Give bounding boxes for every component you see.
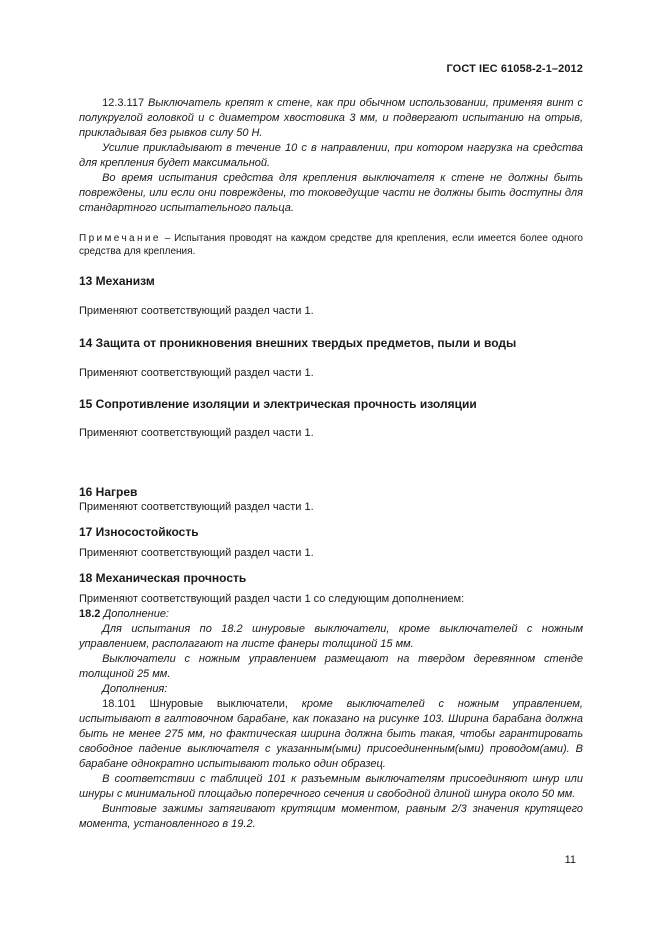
clause-18-2-number: 18.2	[79, 608, 101, 620]
additions-label: Дополнения:	[102, 683, 168, 695]
clause-18-2-addition: Дополнение:	[100, 608, 169, 620]
page-body	[79, 96, 583, 832]
clause-18-101-paragraph-2: В соответствии с таблицей 101 к разъемным выключателям присоединяют шнур или шнуры с минимальной площадью поперечного сечения и свободной длиной шнура около 50 мм.	[79, 773, 583, 800]
section-15-heading: 15 Сопротивление изоляции и электрическая прочность изоляции	[79, 397, 477, 411]
clause-18-101-lead: Шнуровые выключатели,	[135, 698, 288, 710]
section-17-heading: 17 Износостойкость	[79, 525, 199, 539]
clause-18-2-paragraph-1: Для испытания по 18.2 шнуровые выключатели, кроме выключателей с ножным управлением, располагают на листе фанеры толщиной 15 мм.	[79, 623, 583, 650]
clause-12-3-117-paragraph-1	[79, 96, 583, 141]
section-16-text: Применяют соответствующий раздел части 1.	[79, 501, 314, 513]
clause-18-2-paragraph-2: Выключатели с ножным управлением размещают на твердом деревянном стенде толщиной 25 мм.	[79, 653, 583, 680]
section-14-heading: 14 Защита от проникновения внешних твердых предметов, пыли и воды	[79, 336, 517, 350]
clause-number: 12.3.117	[102, 97, 145, 109]
clause-text: Выключатель крепят к стене, как при обычном использовании, применяя винт с полукруглой головкой и с диаметром хвостовика 3 мм, и подвергают испытанию на отрыв, прикладывая без рывков силу 50 Н.	[79, 97, 583, 139]
clause-18-2-label	[79, 607, 583, 622]
standard-header: ГОСТ IEC 61058-2-1–2012	[446, 63, 583, 75]
note-paragraph	[79, 232, 583, 258]
note-label: Примечание	[79, 233, 161, 244]
section-13-text: Применяют соответствующий раздел части 1.	[79, 305, 314, 317]
clause-12-3-117-paragraph-2: Усилие прикладывают в течение 10 с в направлении, при котором нагрузка на средства для крепления будет максимальной.	[79, 142, 583, 169]
section-17-text: Применяют соответствующий раздел части 1.	[79, 547, 314, 559]
clause-18-101-text: кроме выключателей с ножным управлением, испытывают в галтовочном барабане, как показано на рисунке 103. Ширина барабана должна быть не менее 275 мм, но фактическая ширина должна быть такая, чтобы гарантировать свободное падение выключателя с указанным(ыми) присоединенным(ыми) проводом(ами). В барабане однократно испытывают только один образец.	[79, 698, 583, 770]
clause-18-101-paragraph-3: Винтовые зажимы затягивают крутящим моментом, равным 2/3 значения крутящего момента, установленного в 19.2.	[79, 803, 583, 830]
clause-12-3-117-paragraph-3: Во время испытания средства для крепления выключателя к стене не должны быть повреждены, или если они повреждены, то токоведущие части не должны быть доступны для стандартного испытательного пальца.	[79, 172, 583, 214]
page-number: 11	[564, 854, 576, 866]
section-16-heading: 16 Нагрев	[79, 485, 138, 499]
section-15-text: Применяют соответствующий раздел части 1.	[79, 427, 314, 439]
note-text: – Испытания проводят на каждом средстве для крепления, если имеется более одного средства для крепления.	[79, 233, 583, 257]
section-18-heading: 18 Механическая прочность	[79, 571, 247, 585]
section-13-heading: 13 Механизм	[79, 274, 155, 288]
clause-18-101-number: 18.101	[102, 698, 136, 710]
section-18-text: Применяют соответствующий раздел части 1 со следующим дополнением:	[79, 593, 465, 605]
section-14-text: Применяют соответствующий раздел части 1.	[79, 367, 314, 379]
clause-18-101-paragraph-1	[79, 697, 583, 772]
